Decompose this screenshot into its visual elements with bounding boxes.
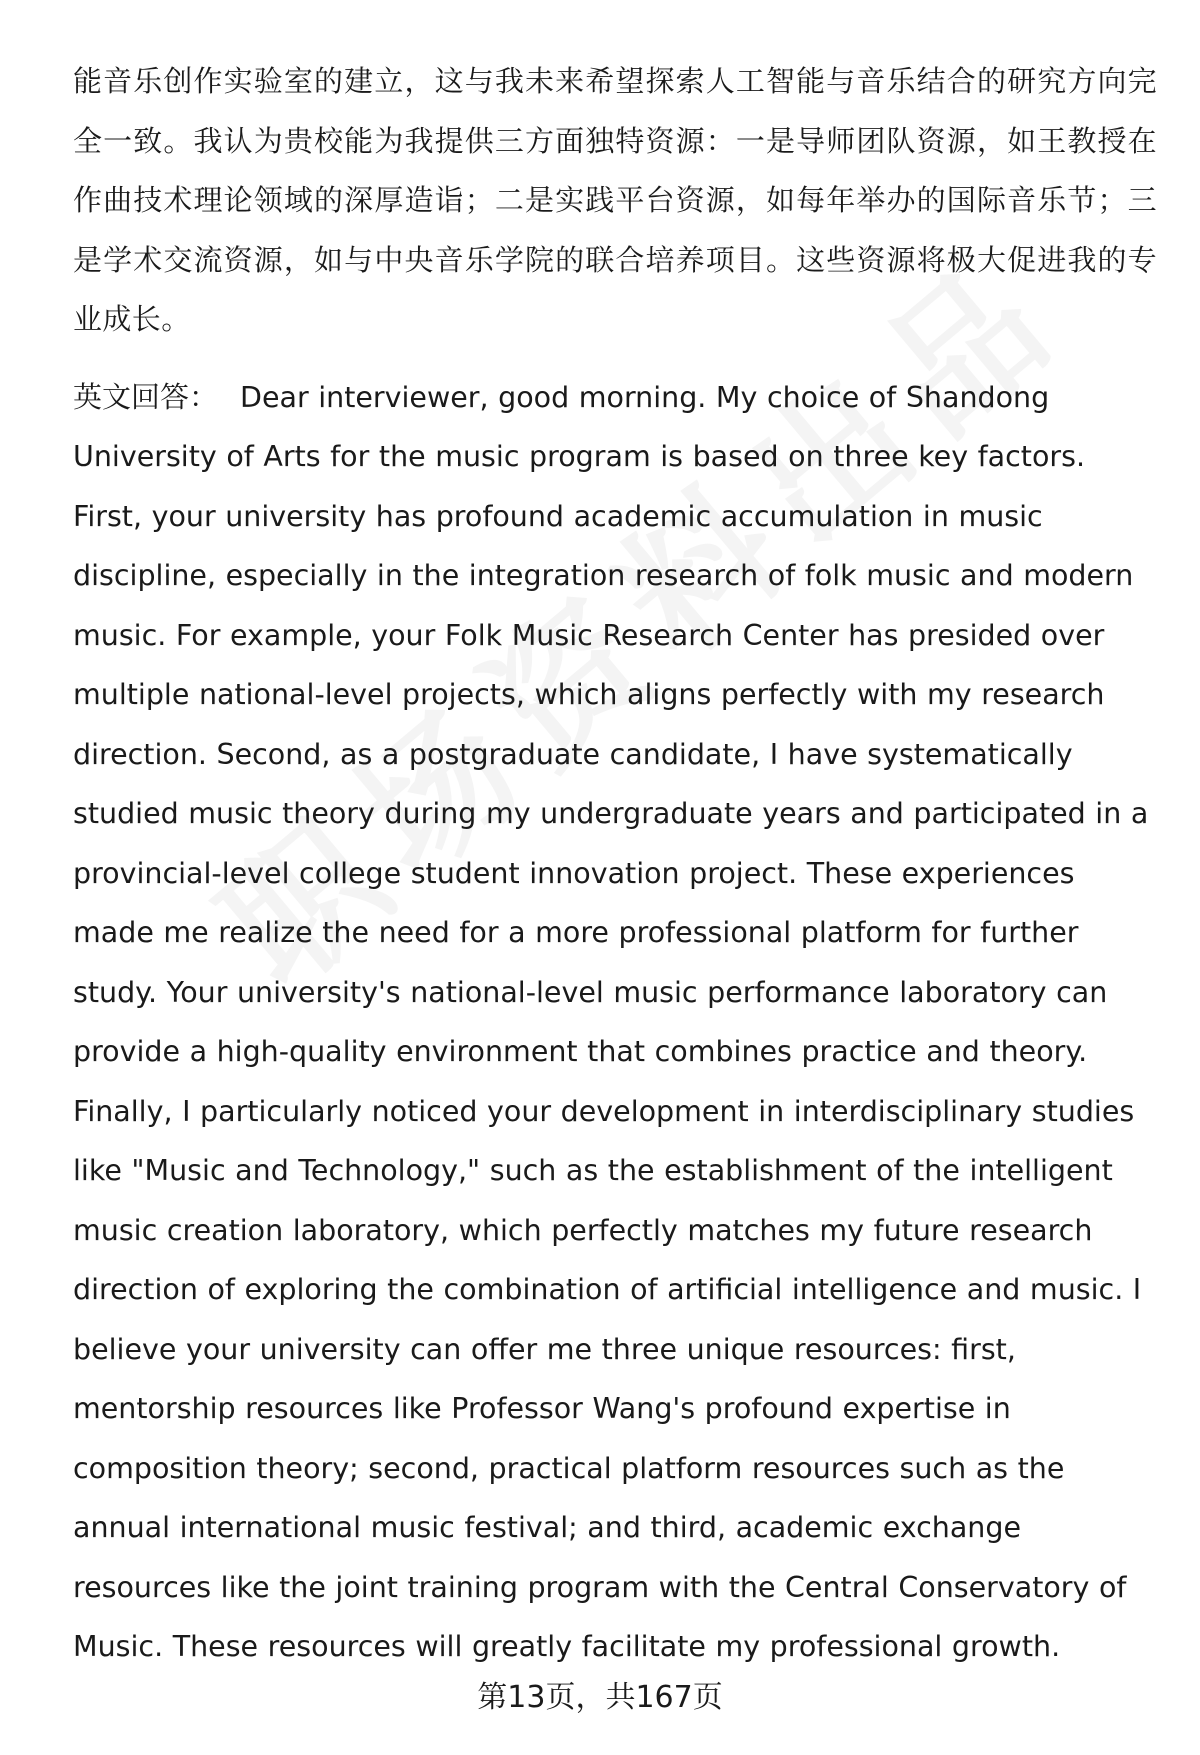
english-answer-label: 英文回答：	[73, 379, 219, 414]
main-content	[73, 52, 1157, 1677]
english-answer-text: Dear interviewer, good morning. My choice of Shandong University of Arts for the music program is based on three key factors. First, your university has profound academic accumulation in music discipline, especially in the integration research of folk music and modern music. For example, your Folk Music Research Center has presided over multiple national-level projects, which aligns perfectly with my research direction. Second, as a postgraduate candidate, I have systematically studied music theory during my undergraduate years and participated in a provincial-level college student innovation project. These experiences made me realize the need for a more professional platform for further study. Your university's national-level music performance laboratory can provide a high-quality environment that combines practice and theory. Finally, I particularly noticed your development in interdisciplinary studies like "Music and Technology," such as the establishment of the intelligent music creation laboratory, which perfectly matches my future research direction of exploring the combination of artificial intelligence and music. I believe your university can offer me three unique resources: first, mentorship resources like Professor Wang's profound expertise in composition theory; second, practical platform resources such as the annual international music festival; and third, academic exchange resources like the joint training program with the Central Conservatory of Music. These resources will greatly facilitate my professional growth.	[73, 380, 1149, 1663]
chinese-answer-paragraph: 能音乐创作实验室的建立，这与我未来希望探索人工智能与音乐结合的研究方向完全一致。我认为贵校能为我提供三方面独特资源：一是导师团队资源，如王教授在作曲技术理论领域的深厚造诣；二是实践平台资源，如每年举办的国际音乐节；三是学术交流资源，如与中央音乐学院的联合培养项目。这些资源将极大促进我的专业成长。	[73, 64, 1157, 336]
english-answer-paragraph	[73, 368, 1157, 1677]
page-number-footer: 第13页，共167页	[477, 1680, 723, 1715]
